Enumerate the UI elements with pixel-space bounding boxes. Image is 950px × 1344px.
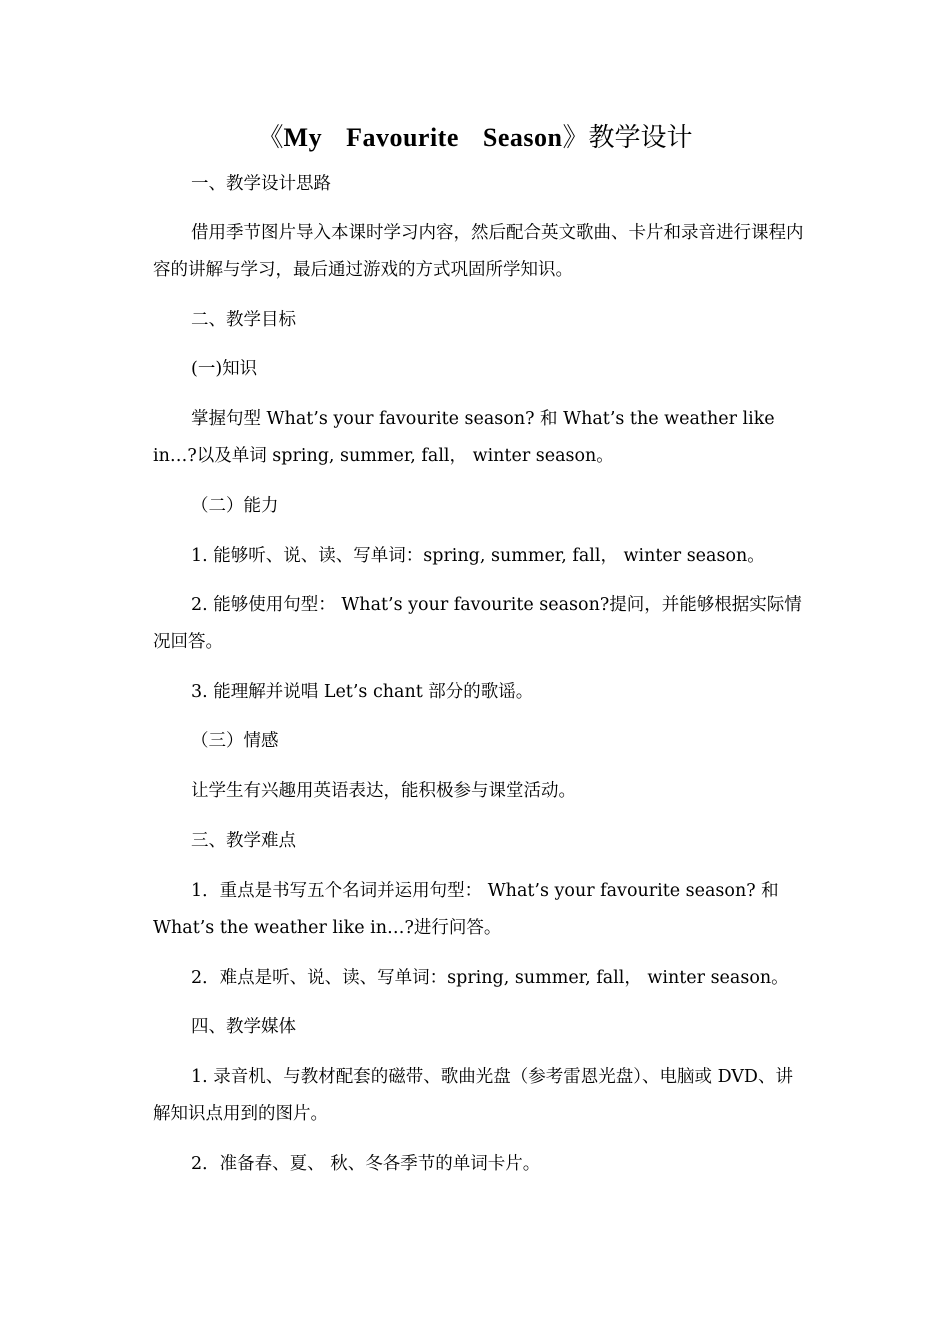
title-word-favourite: Favourite xyxy=(346,123,459,152)
media-item-1: 1. 录音机、与教材配套的磁带、歌曲光盘（参考雷恩光盘）、电脑或 DVD、讲解知识点用到的图片。 xyxy=(153,1067,793,1124)
media-item-2: 2．准备春、夏、 秋、冬各季节的单词卡片。 xyxy=(191,1154,541,1174)
ability-item-1: 1. 能够听、说、读、写单词：spring, summer, fall， winter season。 xyxy=(191,546,765,566)
title-open-bracket: 《 xyxy=(257,123,284,153)
paragraph-design-idea: 借用季节图片导入本课时学习内容，然后配合英文歌曲、卡片和录音进行课程内容的讲解与学习，最后通过游戏的方式巩固所学知识。 xyxy=(153,223,804,280)
difficulty-item-2: 2．难点是听、说、读、写单词：spring, summer, fall， winter season。 xyxy=(191,968,789,988)
heading-teaching-goals: 二、教学目标 xyxy=(191,310,296,330)
subheading-knowledge: (一)知识 xyxy=(191,359,258,379)
paragraph-emotion: 让学生有兴趣用英语表达，能积极参与课堂活动。 xyxy=(191,781,576,801)
ability-item-2: 2. 能够使用句型： What’s your favourite season?提问，并能够根据实际情况回答。 xyxy=(153,595,802,652)
heading-design-idea: 一、教学设计思路 xyxy=(191,174,331,194)
heading-difficulties: 三、教学难点 xyxy=(191,831,296,851)
heading-media: 四、教学媒体 xyxy=(191,1017,296,1037)
paragraph-knowledge: 掌握句型 What’s your favourite season? 和 What’s the weather like in…?以及单词 spring, summer, fall， winter season。 xyxy=(153,409,775,466)
document-title xyxy=(0,118,950,158)
title-suffix: 》教学设计 xyxy=(562,123,693,153)
difficulty-item-1: 1．重点是书写五个名词并运用句型： What’s your favourite season? 和 What’s the weather like in…?进行问答。 xyxy=(153,881,779,938)
title-word-my: My xyxy=(283,123,323,152)
subheading-emotion: （三）情感 xyxy=(191,731,279,751)
title-word-season: Season xyxy=(482,123,563,152)
subheading-ability: （二）能力 xyxy=(191,496,279,516)
ability-item-3: 3. 能理解并说唱 Let’s chant 部分的歌谣。 xyxy=(191,682,534,702)
